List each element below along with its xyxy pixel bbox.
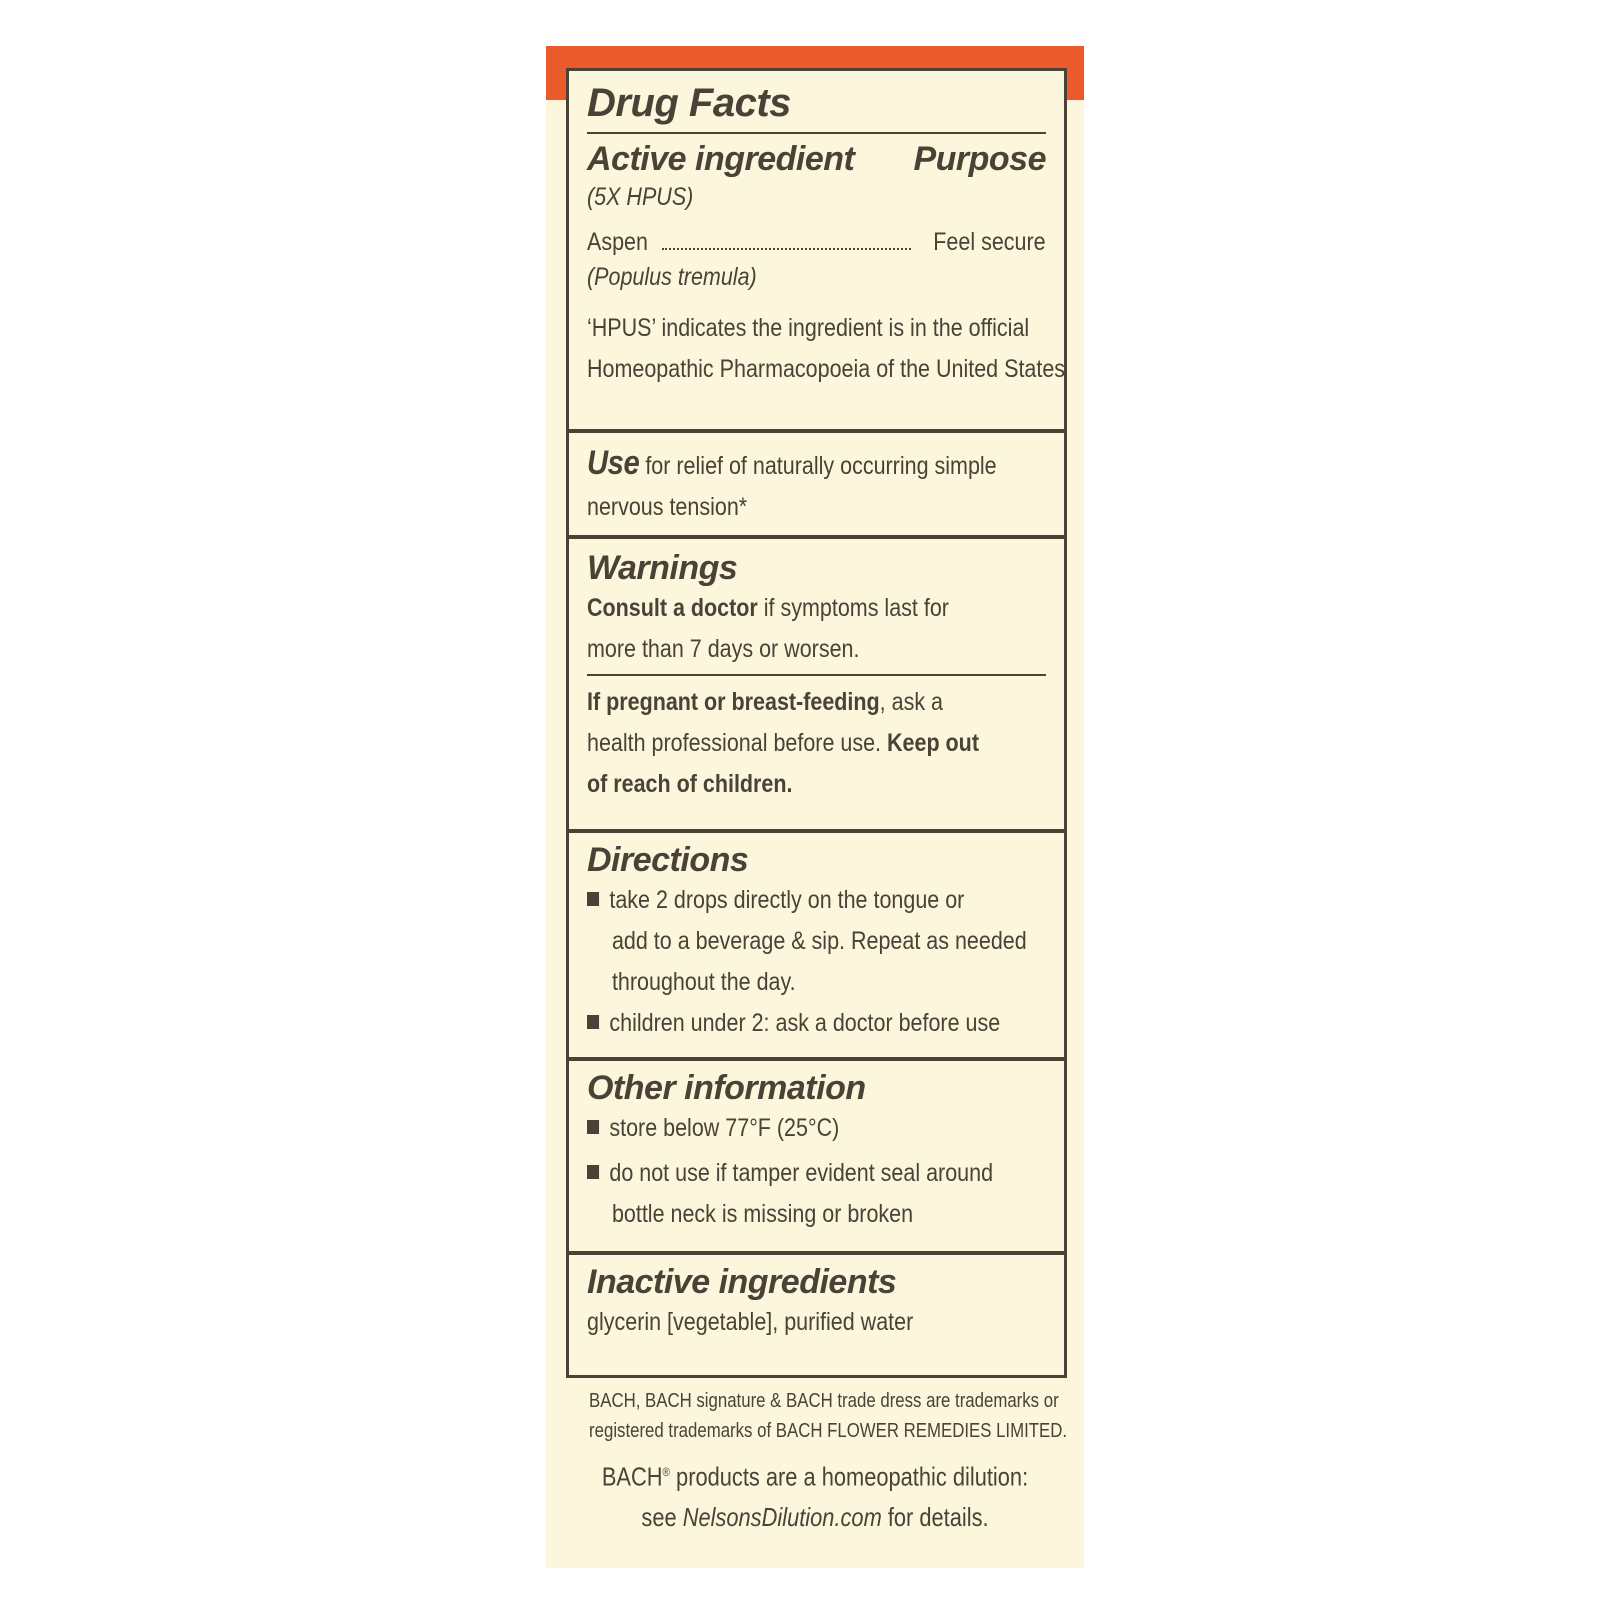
- warnings-heading: Warnings: [587, 549, 738, 587]
- directions-item1-line3: throughout the day.: [611, 968, 796, 996]
- leader-dots: [662, 248, 911, 250]
- drug-facts-box: [566, 68, 1067, 1378]
- other-information-section: [569, 1069, 1064, 1235]
- directions-section: [569, 841, 1064, 1044]
- ingredient-purpose: Feel secure: [933, 228, 1046, 256]
- use-text-line2: nervous tension*: [587, 493, 748, 521]
- latin-name: (Populus tremula): [587, 263, 757, 291]
- use-section: [569, 443, 1064, 528]
- active-ingredient-heading: Active ingredient: [587, 140, 855, 178]
- section-divider: [569, 535, 1064, 539]
- bullet-square-icon: [587, 1165, 599, 1179]
- use-heading: Use: [587, 444, 640, 482]
- directions-heading: Directions: [587, 841, 749, 879]
- page-title: Drug Facts: [587, 81, 791, 125]
- consult-line2: more than 7 days or worsen.: [587, 635, 860, 663]
- dilution-line2: see NelsonsDilution.com for details.: [641, 1501, 989, 1532]
- keep-out-bold: Keep out: [887, 729, 979, 757]
- dilution-line1: BACH® products are a homeopathic dilution:: [601, 1461, 1029, 1492]
- other-item1: store below 77°F (25°C): [587, 1108, 982, 1149]
- footer: [546, 1386, 1084, 1537]
- section-divider: [569, 1057, 1064, 1061]
- other-item2: do not use if tamper evident seal around: [587, 1153, 982, 1194]
- use-text-line1: for relief of naturally occurring simple: [645, 452, 997, 480]
- consult-doctor-bold: Consult a doctor: [587, 594, 758, 622]
- ingredient-row: [587, 228, 1046, 257]
- active-ingredient-section: [569, 81, 1064, 390]
- title-rule: [587, 132, 1046, 134]
- warnings-rule: [587, 674, 1046, 676]
- trademark-line1: BACH, BACH signature & BACH trade dress are trademarks or: [589, 1390, 1059, 1412]
- inactive-ingredients-heading: Inactive ingredients: [587, 1263, 897, 1301]
- ingredient-name: Aspen: [587, 228, 648, 256]
- bullet-square-icon: [587, 892, 599, 906]
- section-divider: [569, 429, 1064, 433]
- dilution-url: NelsonsDilution.com: [682, 1501, 882, 1532]
- directions-item2: children under 2: ask a doctor before use: [587, 1003, 982, 1044]
- bullet-square-icon: [587, 1120, 599, 1134]
- carton-panel: [546, 46, 1084, 1568]
- pregnant-rest: , ask a: [879, 688, 944, 716]
- consult-rest: if symptoms last for: [757, 594, 949, 622]
- section-divider: [569, 829, 1064, 833]
- directions-item1: take 2 drops directly on the tongue or: [587, 880, 982, 921]
- section-divider: [569, 1251, 1064, 1255]
- pregnant-bold: If pregnant or breast-feeding: [587, 688, 880, 716]
- potency-label: (5X HPUS): [587, 183, 694, 211]
- health-professional-text: health professional before use.: [587, 729, 888, 757]
- inactive-ingredients-text: glycerin [vegetable], purified water: [587, 1308, 914, 1336]
- bullet-square-icon: [587, 1015, 599, 1029]
- directions-item1-line2: add to a beverage & sip. Repeat as needed: [611, 927, 1027, 955]
- hpus-note-line2: Homeopathic Pharmacopoeia of the United States: [587, 355, 1066, 383]
- other-information-heading: Other information: [587, 1069, 866, 1107]
- other-item2-line2: bottle neck is missing or broken: [611, 1200, 914, 1228]
- purpose-heading: Purpose: [913, 140, 1046, 178]
- hpus-note-line1: ‘HPUS’ indicates the ingredient is in the official: [587, 314, 1030, 342]
- trademark-line2: registered trademarks of BACH FLOWER REMEDIES LIMITED.: [589, 1420, 1068, 1442]
- inactive-ingredients-section: [569, 1263, 1064, 1343]
- warnings-section: [569, 549, 1064, 805]
- reach-of-children-bold: of reach of children.: [587, 770, 793, 798]
